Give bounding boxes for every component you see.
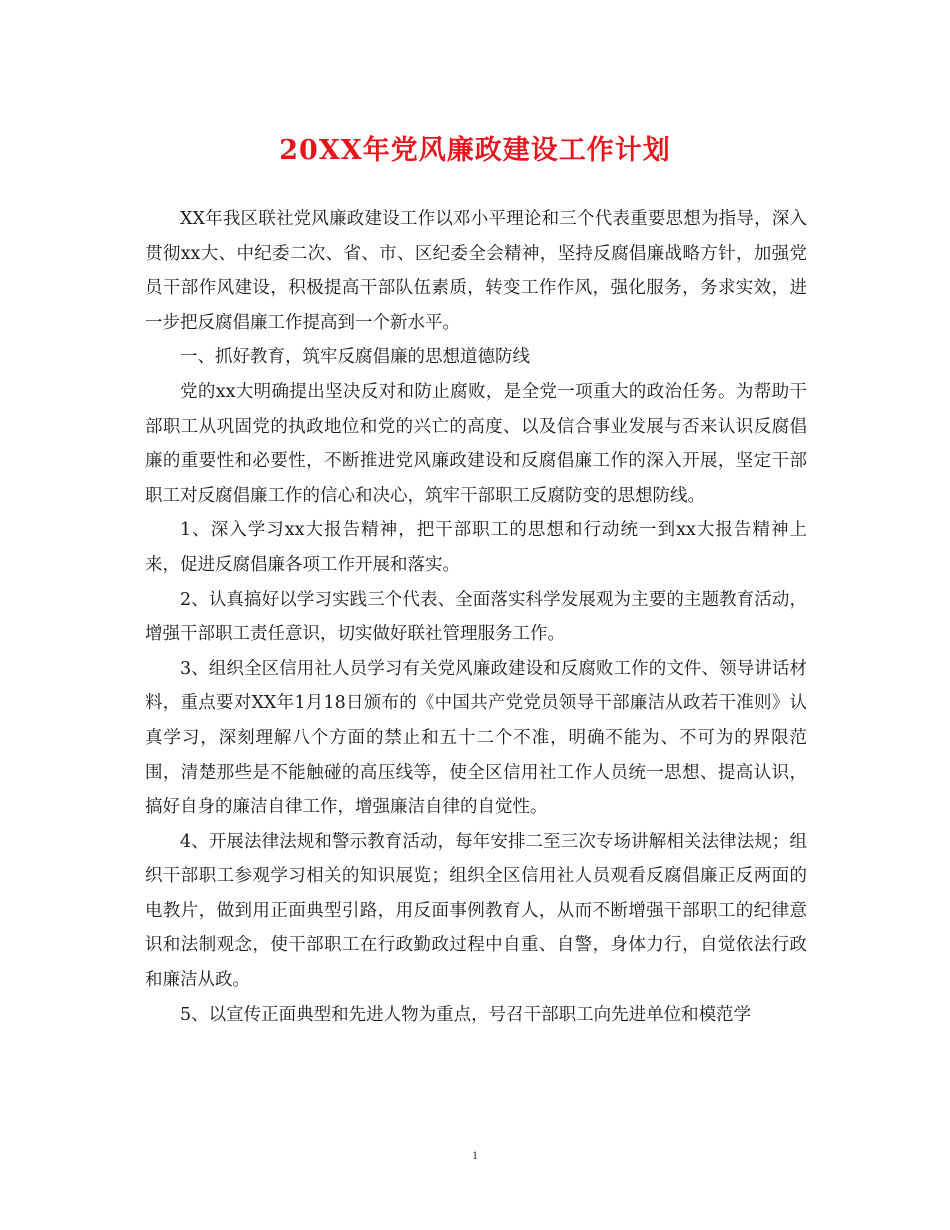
list-item-2: 2、认真搞好以学习实践三个代表、全面落实科学发展观为主要的主题教育活动，增强干部职工责任意识，切实做好联社管理服务工作。 bbox=[145, 589, 807, 645]
paragraph-intro: XX年我区联社党风廉政建设工作以邓小平理论和三个代表重要思想为指导，深入贯彻xx大、中纪委二次、省、市、区纪委全会精神，坚持反腐倡廉战略方针，加强党员干部作风建设，积极提高干部队伍素质，转变工作作风，强化服务，务求实效，进一步把反腐倡廉工作提高到一个新水平。 bbox=[145, 209, 807, 333]
list-item-4: 4、开展法律法规和警示教育活动，每年安排二至三次专场讲解相关法律法规；组织干部职工参观学习相关的知识展览；组织全区信用社人员观看反腐倡廉正反两面的电教片，做到用正面典型引路，用反面事例教育人，从而不断增强干部职工的纪律意识和法制观念，使干部职工在行政勤政过程中自重、自警，身体力行，自觉依法行政和廉洁从政。 bbox=[145, 831, 807, 991]
document-title: 20XX年党风廉政建设工作计划 bbox=[279, 135, 671, 166]
section-heading-1: 一、抓好教育，筑牢反腐倡廉的思想道德防线 bbox=[180, 347, 530, 368]
paragraph-section-1: 党的xx大明确提出坚决反对和防止腐败，是全党一项重大的政治任务。为帮助干部职工从巩固党的执政地位和党的兴亡的高度、以及信合事业发展与否来认识反腐倡廉的重要性和必要性，不断推进党风廉政建设和反腐倡廉工作的深入开展，坚定干部职工对反腐倡廉工作的信心和决心，筑牢干部职工反腐防变的思想防线。 bbox=[145, 381, 807, 506]
list-item-5: 5、以宣传正面典型和先进人物为重点，号召干部职工向先进单位和模范学 bbox=[180, 1004, 752, 1025]
list-item-1: 1、深入学习xx大报告精神，把干部职工的思想和行动统一到xx大报告精神上来，促进反腐倡廉各项工作开展和落实。 bbox=[145, 520, 807, 575]
document-body bbox=[145, 202, 807, 1032]
page-number: 1 bbox=[472, 1148, 478, 1162]
list-item-3: 3、组织全区信用社人员学习有关党风廉政建设和反腐败工作的文件、领导讲话材料，重点要对XX年1月18日颁布的《中国共产党党员领导干部廉洁从政若干准则》认真学习，深刻理解八个方面的禁止和五十二个不准，明确不能为、不可为的界限范围，清楚那些是不能触碰的高压线等，使全区信用社工作人员统一思想、提高认识，搞好自身的廉洁自律工作，增强廉洁自律的自觉性。 bbox=[145, 658, 807, 818]
